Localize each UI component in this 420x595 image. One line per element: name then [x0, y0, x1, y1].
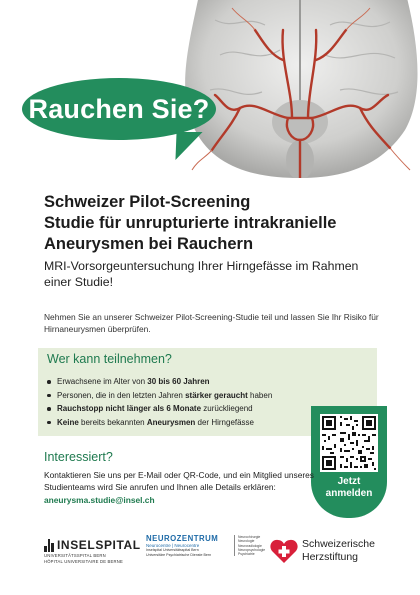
item-text-bold: Keine	[57, 417, 79, 427]
heart-icon	[270, 538, 298, 564]
department-item: Psychiatrie	[238, 552, 255, 557]
item-text-bold: 30 bis 60 Jahren	[147, 377, 210, 386]
item-text: der Hirngefässe	[195, 417, 255, 427]
item-text-bold: stärker geraucht	[185, 390, 248, 400]
interest-body: Kontaktieren Sie uns per E-Mail oder QR-Code, und ein Mitglied unseres Studienteams wird Sie anrufen und Ihnen alle Details erklären:	[44, 470, 314, 493]
qr-label-line: Jetzt	[337, 476, 361, 487]
subtitle: MRI-Vorsorgeuntersuchung Ihrer Hirngefässe im Rahmen einer Studie!	[44, 259, 359, 289]
herzstiftung-line: Schweizerische	[302, 538, 375, 550]
neurozentrum-logo	[146, 534, 264, 570]
item-text: bereits bekannten	[78, 417, 147, 427]
bubble-text: Rauchen Sie?	[22, 78, 216, 140]
neurozentrum-sub: Inselspital Universitätsspital Bern	[146, 548, 199, 552]
qr-signup[interactable]	[311, 406, 387, 518]
intro-text: Nehmen Sie an unserer Schweizer Pilot-Screening-Studie teil und lassen Sie Ihr Risiko für Hirnaneurysmen überprüfen.	[44, 312, 379, 334]
page-title	[44, 192, 394, 255]
department-item: Neuroradiologie	[238, 543, 262, 548]
title-line: Studie für unrupturierte intrakranielle	[44, 214, 337, 232]
email-link[interactable]: aneurysma.studie@insel.ch	[44, 494, 155, 505]
hero-image	[0, 0, 420, 178]
herzstiftung-name	[302, 538, 375, 563]
list-item	[46, 375, 272, 389]
herzstiftung-line: Herzstiftung	[302, 550, 359, 563]
qr-label-line: anmelden	[325, 488, 373, 499]
item-text: zurückliegend	[201, 404, 253, 414]
list-item	[46, 416, 272, 430]
inselspital-mark-icon	[44, 539, 54, 552]
list-item	[46, 389, 272, 403]
eligibility-heading: Wer kann teilnehmen?	[47, 352, 172, 366]
inselspital-logo	[44, 538, 141, 564]
neurozentrum-sub: Neurocentre | Neurocentre	[146, 543, 200, 548]
interest-heading: Interessiert?	[44, 450, 113, 464]
item-text-bold: Rauchstopp nicht länger als 6 Monate	[57, 404, 202, 414]
item-text: Erwachsene im Alter von	[57, 377, 148, 386]
qr-code[interactable]	[320, 414, 378, 472]
inselspital-sub: HÔPITAL UNIVERSITAIRE DE BERNE	[44, 559, 123, 565]
department-item: Neurochirurgie	[238, 535, 261, 539]
item-text: haben	[247, 390, 273, 400]
department-item: Neuropsychologie	[238, 547, 266, 552]
interest-text	[44, 469, 314, 506]
neurozentrum-name: NEUROZENTRUM	[146, 534, 219, 543]
qr-label[interactable]	[311, 476, 387, 500]
speech-bubble	[22, 78, 216, 140]
qr-code-icon	[320, 414, 378, 472]
neurozentrum-departments	[234, 535, 265, 556]
item-text: Personen, die in den letzten Jahren	[57, 390, 186, 400]
inselspital-sub: UNIVERSITÄTSSPITAL BERN	[44, 553, 106, 558]
neurozentrum-sub: Universitäre Psychiatrische Dienste Bern	[146, 552, 212, 557]
item-text-bold: Aneurysmen	[146, 417, 196, 427]
list-item	[46, 402, 272, 416]
title-line: Aneurysmen bei Rauchern	[44, 235, 254, 253]
department-item: Neurologie	[238, 539, 255, 544]
inselspital-wordmark	[44, 538, 141, 552]
eligibility-list	[46, 375, 272, 429]
title-line: Schweizer Pilot-Screening	[44, 193, 251, 211]
inselspital-name: INSELSPITAL	[57, 538, 141, 552]
footer-logos	[0, 532, 420, 582]
